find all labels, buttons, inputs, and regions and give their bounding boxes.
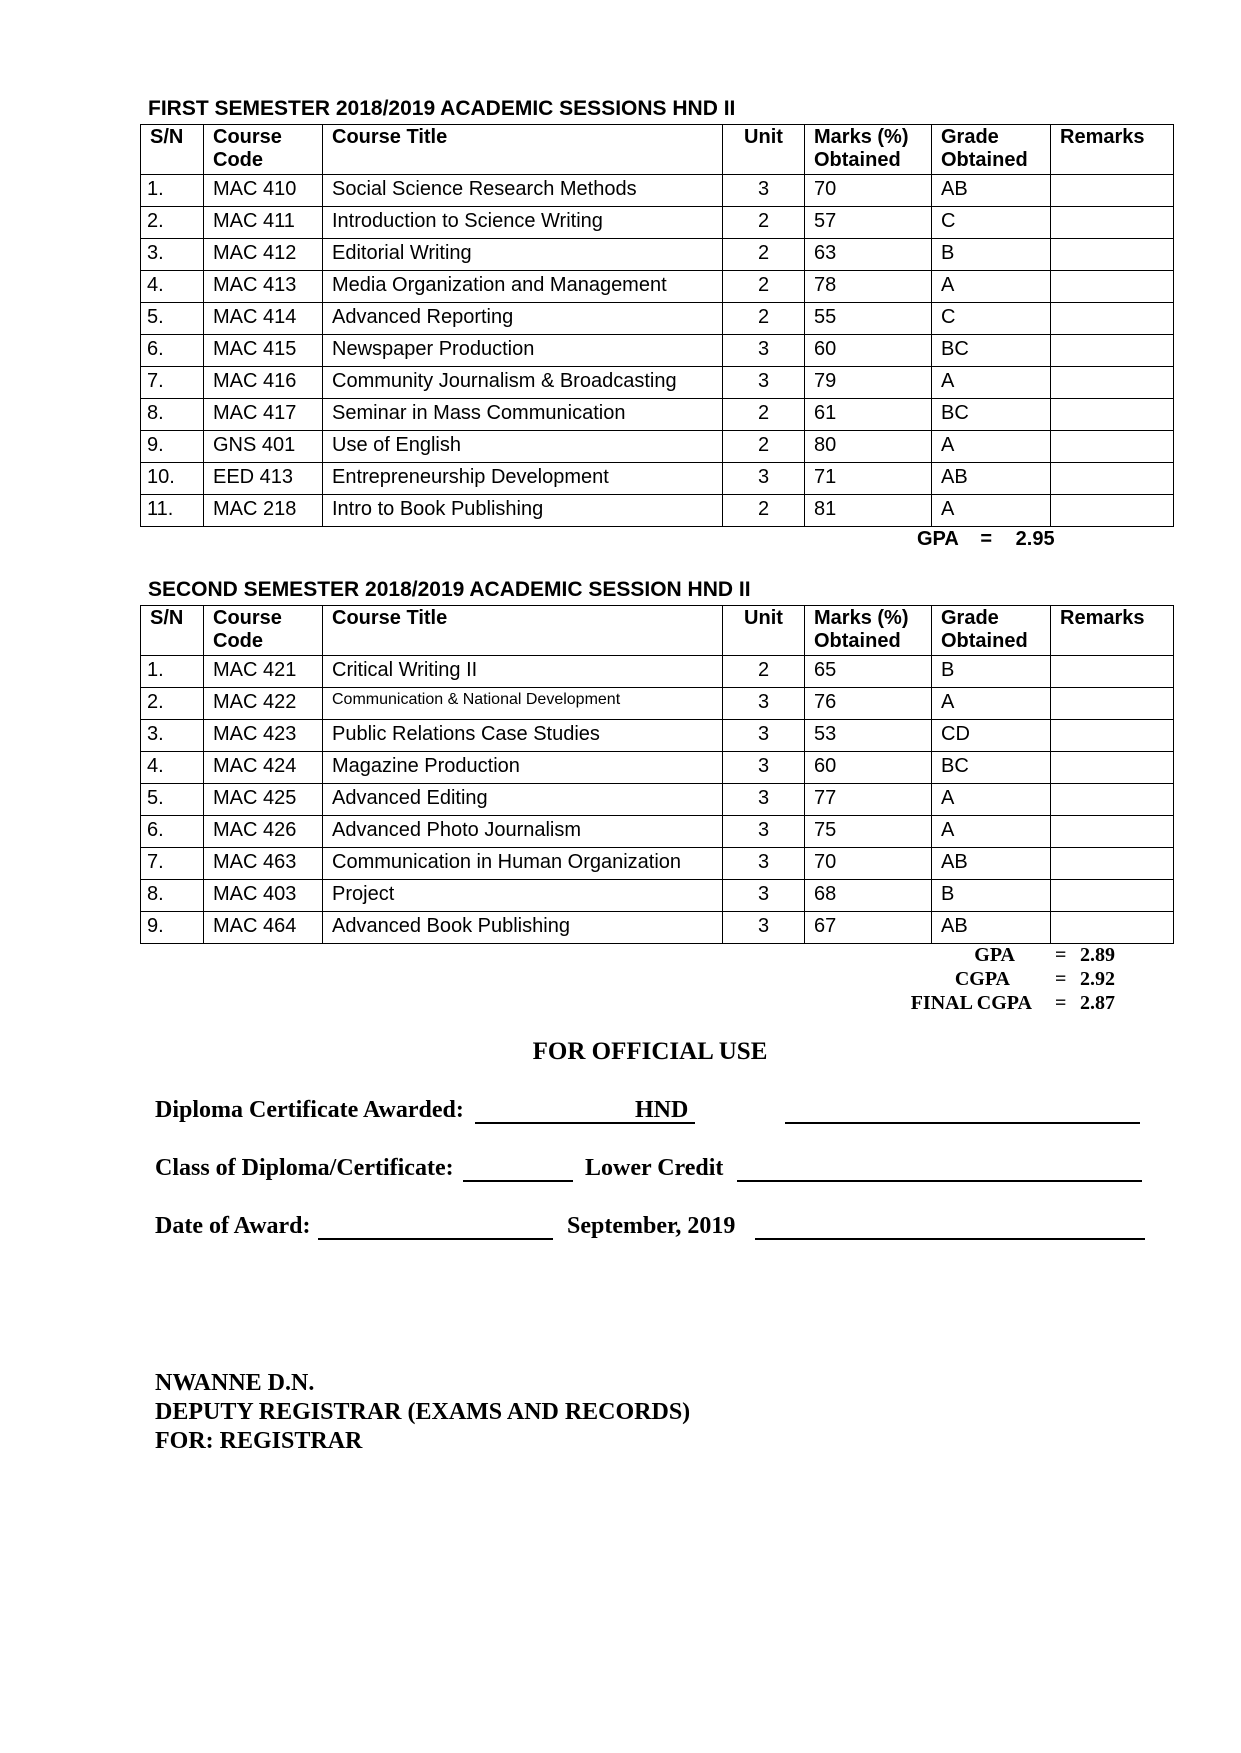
header-unit: Unit [723,606,805,656]
cell-marks: 81 [805,495,932,527]
cell-sn: 4. [141,271,204,303]
cell-course-title: Introduction to Science Writing [323,207,723,239]
cell-marks: 55 [805,303,932,335]
table-row [141,207,1174,239]
cell-remarks [1051,175,1174,207]
cell-course-code: GNS 401 [204,431,323,463]
cell-grade: A [932,688,1051,720]
cell-grade: A [932,271,1051,303]
cell-course-title: Magazine Production [323,752,723,784]
cell-marks: 63 [805,239,932,271]
cell-course-code: MAC 423 [204,720,323,752]
cell-grade: AB [932,175,1051,207]
gpa-value: 2.95 [1015,528,1055,550]
cell-remarks [1051,399,1174,431]
cell-course-title: Communication in Human Organization [323,848,723,880]
cell-grade: B [932,239,1051,271]
cell-grade: AB [932,912,1051,944]
cell-course-code: MAC 412 [204,239,323,271]
cell-marks: 70 [805,175,932,207]
cell-course-code: MAC 424 [204,752,323,784]
cell-remarks [1051,239,1174,271]
table-row [141,816,1174,848]
cell-course-code: MAC 415 [204,335,323,367]
cell-grade: B [932,656,1051,688]
header-sn: S/N [141,125,204,175]
cell-course-title: Advanced Editing [323,784,723,816]
cell-grade: A [932,784,1051,816]
cell-course-code: MAC 414 [204,303,323,335]
first-semester-gpa [917,528,1055,551]
table-row [141,784,1174,816]
cell-sn: 1. [141,175,204,207]
cell-course-title: Editorial Writing [323,239,723,271]
cell-unit: 3 [723,175,805,207]
cell-unit: 2 [723,207,805,239]
cell-unit: 3 [723,720,805,752]
cell-course-title: Intro to Book Publishing [323,495,723,527]
table-row [141,303,1174,335]
first-semester-title: FIRST SEMESTER 2018/2019 ACADEMIC SESSIONS HND II [148,97,736,120]
cell-sn: 6. [141,816,204,848]
cell-course-title: Seminar in Mass Communication [323,399,723,431]
cell-grade: BC [932,335,1051,367]
cell-remarks [1051,720,1174,752]
cell-unit: 3 [723,912,805,944]
cell-sn: 10. [141,463,204,495]
cell-marks: 61 [805,399,932,431]
second-semester-title: SECOND SEMESTER 2018/2019 ACADEMIC SESSION HND II [148,578,751,601]
table-row [141,912,1174,944]
table-row [141,688,1174,720]
signatory-block [155,1369,690,1456]
cell-grade: CD [932,720,1051,752]
cell-grade: A [932,816,1051,848]
diploma-label: Diploma Certificate Awarded: [155,1097,464,1123]
cell-course-title: Communication & National Development [323,688,723,720]
cell-remarks [1051,784,1174,816]
cell-grade: B [932,880,1051,912]
cell-unit: 3 [723,752,805,784]
header-course-code: Course Code [204,606,323,656]
table-row [141,880,1174,912]
cell-remarks [1051,816,1174,848]
cell-course-code: MAC 463 [204,848,323,880]
cell-marks: 78 [805,271,932,303]
cell-course-title: Advanced Photo Journalism [323,816,723,848]
cell-course-code: MAC 422 [204,688,323,720]
cell-sn: 4. [141,752,204,784]
cell-course-title: Community Journalism & Broadcasting [323,367,723,399]
cell-sn: 9. [141,431,204,463]
signatory-position: DEPUTY REGISTRAR (EXAMS AND RECORDS) [155,1399,691,1425]
cell-unit: 3 [723,848,805,880]
date-value: September, 2019 [567,1213,736,1239]
cell-course-title: Project [323,880,723,912]
header-marks: Marks (%) Obtained [805,125,932,175]
gpa-label: GPA [917,528,959,550]
cell-marks: 67 [805,912,932,944]
table-row [141,399,1174,431]
cell-unit: 2 [723,399,805,431]
table-row [141,848,1174,880]
cell-remarks [1051,495,1174,527]
header-remarks: Remarks [1051,606,1174,656]
signatory-for: FOR: REGISTRAR [155,1428,363,1454]
cell-grade: BC [932,399,1051,431]
class-label: Class of Diploma/Certificate: [155,1155,454,1181]
cell-marks: 80 [805,431,932,463]
cell-marks: 57 [805,207,932,239]
cell-remarks [1051,463,1174,495]
table-row [141,367,1174,399]
cell-unit: 2 [723,303,805,335]
header-course-code: Course Code [204,125,323,175]
cell-course-code: MAC 425 [204,784,323,816]
table-row [141,335,1174,367]
gpa-equals: = [980,528,993,550]
cell-marks: 76 [805,688,932,720]
cell-sn: 9. [141,912,204,944]
cell-marks: 53 [805,720,932,752]
first-semester-table [140,124,1174,527]
cell-course-code: MAC 411 [204,207,323,239]
table-row [141,495,1174,527]
cell-remarks [1051,656,1174,688]
cell-course-title: Entrepreneurship Development [323,463,723,495]
cell-course-code: MAC 218 [204,495,323,527]
signatory-name: NWANNE D.N. [155,1370,315,1396]
cell-sn: 8. [141,399,204,431]
header-unit: Unit [723,125,805,175]
cell-marks: 71 [805,463,932,495]
cell-marks: 79 [805,367,932,399]
cell-course-code: MAC 410 [204,175,323,207]
table-row [141,720,1174,752]
cell-marks: 77 [805,784,932,816]
cell-unit: 3 [723,688,805,720]
cell-course-code: MAC 426 [204,816,323,848]
table-row [141,239,1174,271]
header-course-title: Course Title [323,125,723,175]
header-grade: Grade Obtained [932,125,1051,175]
table-header-row [141,606,1174,656]
cell-course-title: Advanced Book Publishing [323,912,723,944]
cell-remarks [1051,431,1174,463]
cell-unit: 3 [723,880,805,912]
cell-unit: 3 [723,463,805,495]
class-value: Lower Credit [585,1155,724,1181]
cell-unit: 2 [723,495,805,527]
cell-course-title: Public Relations Case Studies [323,720,723,752]
table-row [141,752,1174,784]
table-row [141,271,1174,303]
cell-sn: 7. [141,848,204,880]
cell-course-code: MAC 464 [204,912,323,944]
cell-unit: 3 [723,784,805,816]
cell-course-code: MAC 421 [204,656,323,688]
cell-sn: 3. [141,239,204,271]
cell-grade: A [932,495,1051,527]
cell-course-title: Social Science Research Methods [323,175,723,207]
header-sn: S/N [141,606,204,656]
cell-marks: 60 [805,335,932,367]
cell-remarks [1051,335,1174,367]
cell-sn: 2. [141,207,204,239]
cell-grade: A [932,431,1051,463]
header-remarks: Remarks [1051,125,1174,175]
cell-grade: AB [932,463,1051,495]
cell-remarks [1051,207,1174,239]
table-row [141,656,1174,688]
cell-marks: 70 [805,848,932,880]
cell-sn: 6. [141,335,204,367]
cell-unit: 2 [723,239,805,271]
cell-sn: 1. [141,656,204,688]
cell-marks: 60 [805,752,932,784]
cell-remarks [1051,848,1174,880]
cell-sn: 11. [141,495,204,527]
cell-course-title: Use of English [323,431,723,463]
cell-grade: AB [932,848,1051,880]
cell-course-title: Media Organization and Management [323,271,723,303]
cell-unit: 3 [723,816,805,848]
table-row [141,431,1174,463]
second-semester-table [140,605,1174,944]
cell-course-title: Advanced Reporting [323,303,723,335]
cell-grade: C [932,207,1051,239]
cell-marks: 68 [805,880,932,912]
cell-sn: 3. [141,720,204,752]
table-row [141,175,1174,207]
cell-course-title: Critical Writing II [323,656,723,688]
cell-grade: A [932,367,1051,399]
official-use-heading: FOR OFFICIAL USE [532,1038,768,1065]
cell-unit: 2 [723,271,805,303]
header-marks: Marks (%) Obtained [805,606,932,656]
cell-unit: 3 [723,367,805,399]
cell-course-code: EED 413 [204,463,323,495]
cell-grade: C [932,303,1051,335]
cell-remarks [1051,303,1174,335]
header-course-title: Course Title [323,606,723,656]
cell-remarks [1051,688,1174,720]
cell-course-title: Newspaper Production [323,335,723,367]
cell-sn: 5. [141,784,204,816]
cell-unit: 3 [723,335,805,367]
cell-unit: 2 [723,431,805,463]
header-grade: Grade Obtained [932,606,1051,656]
diploma-value: HND [635,1097,689,1123]
cell-remarks [1051,880,1174,912]
cell-grade: BC [932,752,1051,784]
cell-remarks [1051,912,1174,944]
cell-sn: 7. [141,367,204,399]
date-label: Date of Award: [155,1213,311,1239]
cell-course-code: MAC 417 [204,399,323,431]
cell-marks: 75 [805,816,932,848]
cell-sn: 2. [141,688,204,720]
cell-remarks [1051,752,1174,784]
table-row [141,463,1174,495]
table-header-row [141,125,1174,175]
cell-course-code: MAC 413 [204,271,323,303]
cell-sn: 8. [141,880,204,912]
cell-unit: 2 [723,656,805,688]
cell-remarks [1051,367,1174,399]
cell-remarks [1051,271,1174,303]
cell-course-code: MAC 403 [204,880,323,912]
cell-course-code: MAC 416 [204,367,323,399]
cell-sn: 5. [141,303,204,335]
cell-marks: 65 [805,656,932,688]
